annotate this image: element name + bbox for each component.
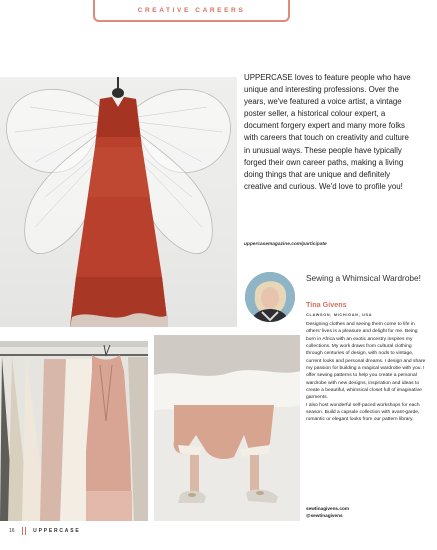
participate-link[interactable]: uppercasemagazine.com/participate: [244, 242, 327, 247]
section-header-tab: [93, 0, 290, 22]
magazine-name: UPPERCASE: [33, 528, 81, 534]
clothing-rack-photo: [0, 341, 148, 521]
profile-name: Tina Givens: [306, 300, 347, 309]
profile-body: [306, 321, 426, 424]
profile-title: Sewing a Whimsical Wardrobe!: [306, 273, 421, 283]
page-number: 16: [9, 528, 15, 534]
profile-paragraph: Designing clothes and seeing them come to life in others' lives is a pleasure and delight for me. Being born in Africa with an exotic ancestry inspires my collections. My work draws from cultural clothing through centuries of design, with nods to vintage, current looks and personal dreams. I design and share my passion for building a magical wardrobe with you. I offer sewing patterns to help you create a personal wardrobe with new designs, inspiration and ideas to create a beautiful, whimsical closet full of imaginative garments.: [306, 322, 426, 401]
profile-paragraph: I also host wonderful self-paced workshops for each season. Build a capsule collection with avant-garde, romantic or elegant looks from our pattern library.: [306, 402, 420, 423]
avatar: [245, 272, 295, 322]
profile-location: CLAWSON, MICHIGAN, USA: [306, 313, 373, 317]
section-title: CREATIVE CAREERS: [137, 6, 246, 14]
footer-bars-icon: [22, 527, 27, 535]
profile-website-link[interactable]: sewtinagivens.com: [306, 506, 349, 511]
dress-with-wings-photo: [0, 77, 237, 327]
bloomers-shoes-photo: [154, 335, 300, 521]
profile-social-link[interactable]: @sewtinagivens: [306, 512, 343, 518]
page-footer: [9, 526, 80, 536]
intro-paragraph: UPPERCASE loves to feature people who have unique and interesting professions. Over the years, we've featured a voice artist, a vintage poster seller, a historical colour expert, a document forgery expert and many more folks with careers that touch on creativity and culture in unusual ways. These people have typically forged their own career paths, making a living doing things that are unique and definitely creative and curious. We'd love to profile you!: [244, 73, 411, 191]
profile-links: [306, 506, 349, 520]
